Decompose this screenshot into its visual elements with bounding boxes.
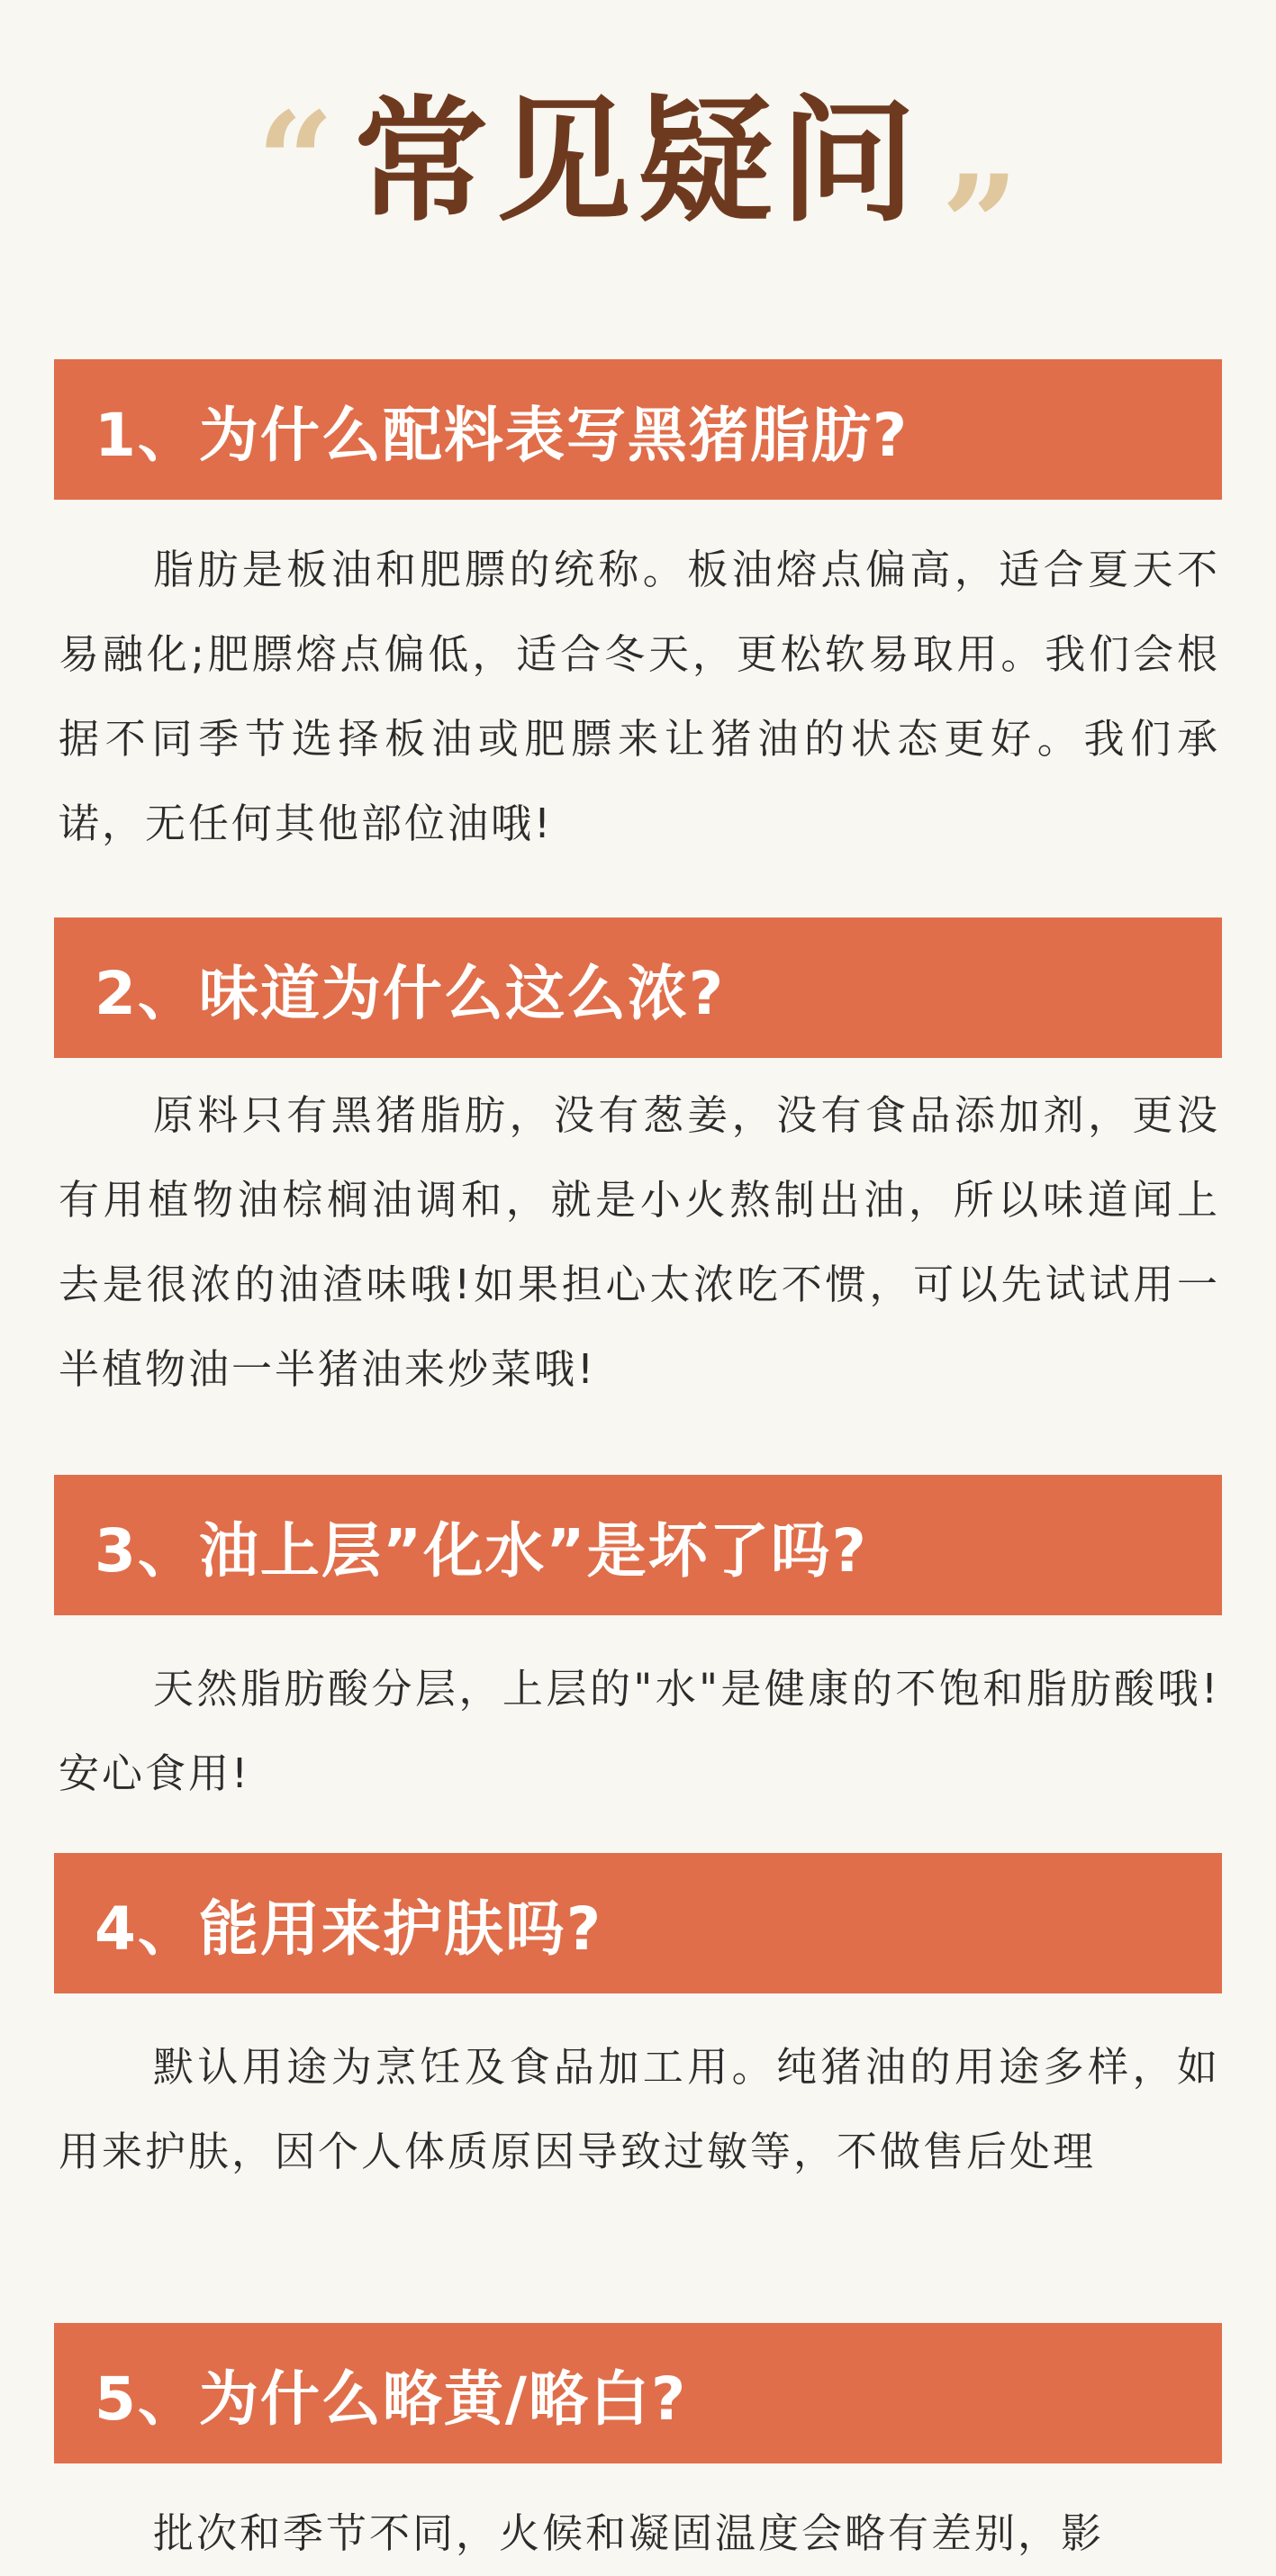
faq-2-answer: 原料只有黑猪脂肪，没有葱姜，没有食品添加剂，更没有用植物油棕榈油调和，就是小火熬制出油，所以味道闻上去是很浓的油渣味哦!如果担心太浓吃不惯，可以先试试用一半植物油一半猪油来炒菜哦! (59, 1091, 1220, 1393)
faq-3-header (54, 1475, 1222, 1615)
faq-3-answer: 天然脂肪酸分层，上层的"水"是健康的不饱和脂肪酸哦!安心食用! (59, 1665, 1220, 1797)
faq-1-header (54, 359, 1222, 500)
faq-4-header (54, 1853, 1222, 1993)
faq-3-question: 3、油上层”化水”是坏了吗? (95, 1515, 868, 1586)
faq-1-question: 1、为什么配料表写黑猪脂肪? (95, 400, 909, 470)
faq-4-question: 4、能用来护肤吗? (95, 1894, 603, 1964)
faq-2-question: 2、味道为什么这么浓? (95, 958, 726, 1028)
faq-1-answer: 脂肪是板油和肥膘的统称。板油熔点偏高，适合夏天不易融化;肥膘熔点偏低，适合冬天，更松软易取用。我们会根据不同季节选择板油或肥膘来让猪油的状态更好。我们承诺，无任何其他部位油哦! (59, 546, 1220, 847)
faq-5-answer: 批次和季节不同，火候和凝固温度会略有差别，影 (153, 2509, 1105, 2557)
close-quote-mark: ” (941, 146, 1019, 304)
faq-5-header (54, 2323, 1222, 2463)
faq-2-header (54, 917, 1222, 1058)
faq-5-question: 5、为什么略黄/略白? (95, 2364, 688, 2434)
faq-4-answer: 默认用途为烹饪及食品加工用。纯猪油的用途多样，如用来护肤，因个人体质原因导致过敏等，不做售后处理 (59, 2043, 1220, 2175)
page-title-text: 常见疑问 (353, 84, 923, 240)
open-quote-mark: “ (257, 83, 335, 241)
page-title (0, 83, 1276, 304)
